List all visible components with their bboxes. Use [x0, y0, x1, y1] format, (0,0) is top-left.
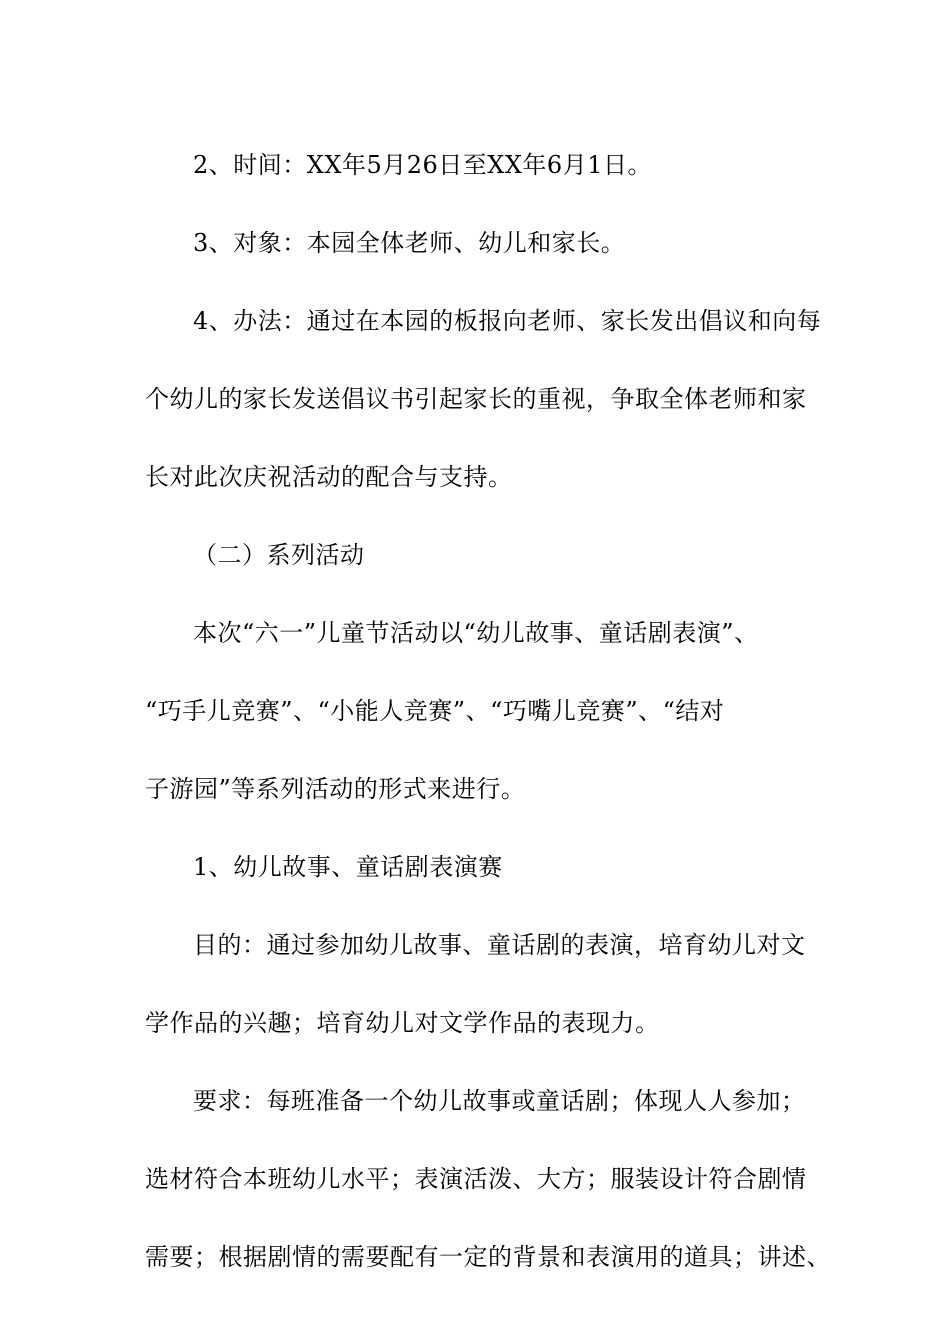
- text-line-purpose: 目的：通过参加幼儿故事、童话剧的表演，培育幼儿对文: [193, 931, 806, 959]
- text-line-requirements-cont-1: 选材符合本班幼儿水平；表演活泼、大方；服装设计符合剧情: [145, 1165, 807, 1193]
- text-line-audience: 3、对象：本园全体老师、幼儿和家长。: [193, 229, 626, 257]
- text-line-method-cont-2: 长对此次庆祝活动的配合与支持。: [145, 463, 513, 491]
- text-line-intro-cont-1: “巧手儿竞赛”、“小能人竞赛”、“巧嘴儿竞赛”、“结对: [145, 697, 725, 725]
- text-line-intro-cont-2: 子游园”等系列活动的形式来进行。: [145, 775, 526, 803]
- section-heading-series-activities: （二）系列活动: [193, 541, 365, 569]
- text-line-purpose-cont: 学作品的兴趣；培育幼儿对文学作品的表现力。: [145, 1009, 660, 1037]
- text-line-intro: 本次“六一”儿童节活动以“幼儿故事、童话剧表演”、: [193, 619, 759, 647]
- document-body: [145, 126, 831, 1296]
- text-line-requirements: 要求：每班准备一个幼儿故事或童话剧；体现人人参加；: [193, 1087, 806, 1115]
- text-line-requirements-cont-2: 需要；根据剧情的需要配有一定的背景和表演用的道具；讲述、: [145, 1243, 831, 1271]
- text-line-method: 4、办法：通过在本园的板报向老师、家长发出倡议和向每: [193, 307, 822, 335]
- text-line-method-cont-1: 个幼儿的家长发送倡议书引起家长的重视，争取全体老师和家: [145, 385, 807, 413]
- text-line-time: 2、时间：XX年5月26日至XX年6月1日。: [193, 151, 652, 179]
- subheading-story-contest: 1、幼儿故事、童话剧表演赛: [193, 853, 503, 881]
